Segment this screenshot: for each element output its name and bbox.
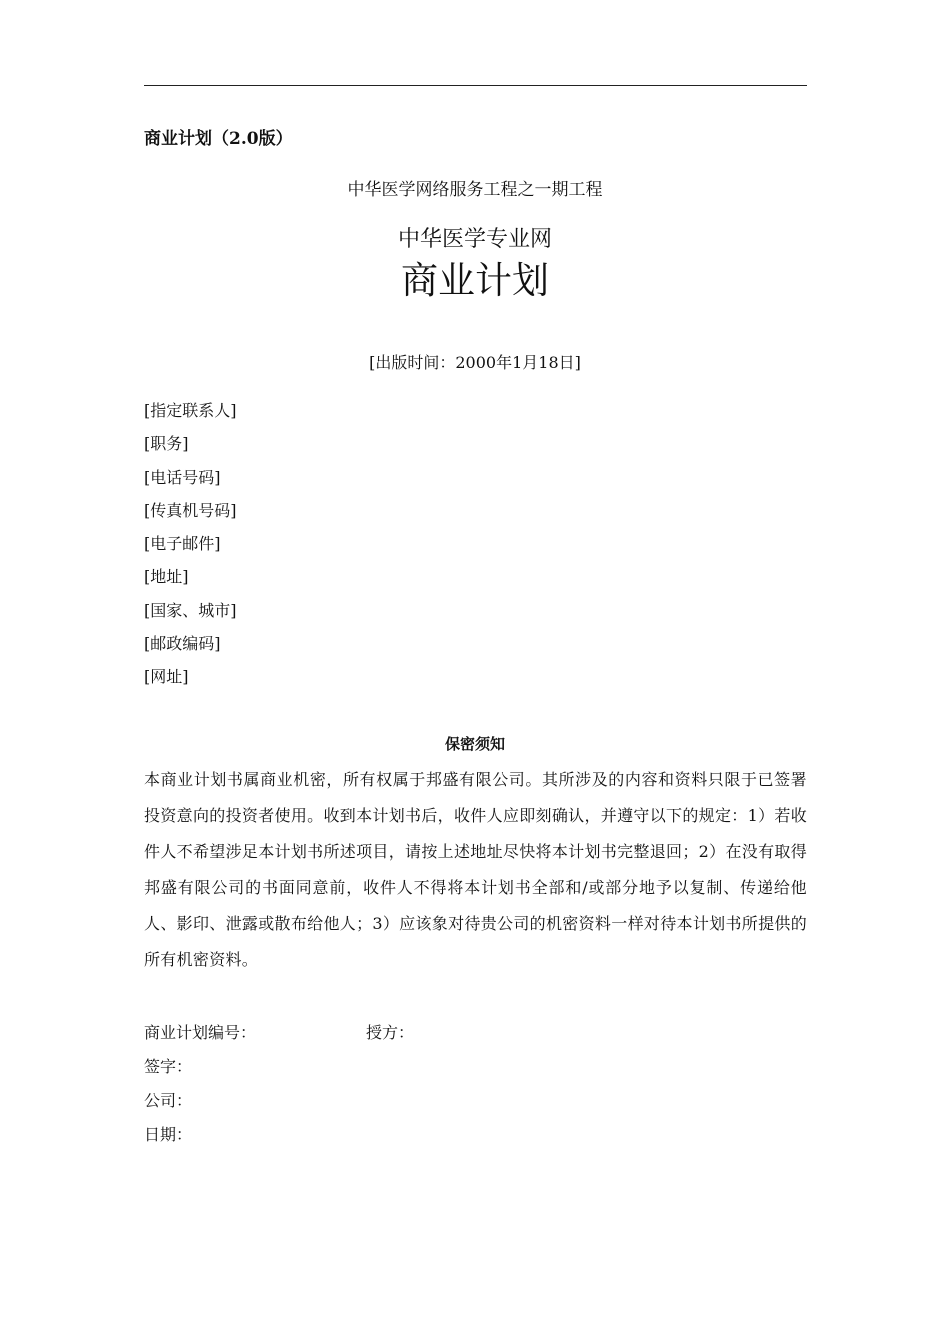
confidentiality-heading: 保密须知 [444,735,505,753]
main-title-line2: 商业计划 [401,259,549,302]
grant-label: 授方： [366,1023,415,1042]
contact-field-position: [职务] [144,434,189,454]
signature-label: 签字： [144,1057,193,1076]
contact-field-postcode: [邮政编码] [144,634,221,654]
confidentiality-body: 本商业计划书属商业机密，所有权属于邦盛有限公司。其所涉及的内容和资料只限于已签署投资意向的投资者使用。收到本计划书后，收件人应即刻确认，并遵守以下的规定：1）若收件人不希望涉足本计划书所述项目，请按上述地址尽快将本计划书完整退回；2）在没有取得邦盛有限公司的书面同意前，收件人不得将本计划书全部和/或部分地予以复制、传递给他人、影印、泄露或散布给他人；3）应该象对待贵公司的机密资料一样对待本计划书所提供的所有机密资料。 [144,770,807,969]
contact-field-fax: [传真机号码] [144,500,237,520]
contact-fields-list [144,398,237,698]
contact-field-address: [地址] [144,567,189,587]
contact-field-person: [指定联系人] [144,401,237,420]
plan-number-label: 商业计划编号： [144,1023,257,1042]
contact-field-website: [网址] [144,667,189,687]
main-title-line1: 中华医学专业网 [397,227,552,252]
document-title: 商业计划（2.0版） [144,129,293,149]
date-label: 日期： [144,1125,193,1144]
contact-field-email: [电子邮件] [144,534,221,554]
header-rule [144,85,807,86]
company-label: 公司： [144,1091,193,1110]
contact-field-country-city: [国家、城市] [144,600,237,620]
contact-field-phone: [电话号码] [144,467,221,487]
publication-date: [出版时间：2000年1月18日] [369,353,581,372]
project-subtitle: 中华医学网络服务工程之一期工程 [347,180,603,200]
